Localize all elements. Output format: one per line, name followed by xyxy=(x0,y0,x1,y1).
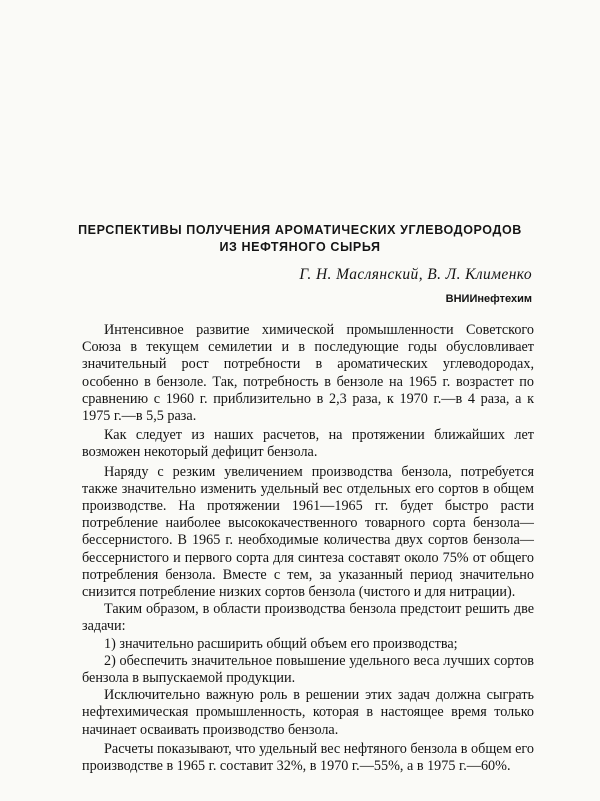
list-item: 1) значительно расширить общий объем его производства; xyxy=(104,635,458,652)
article-body xyxy=(82,322,534,775)
paragraph: Наряду с резким увеличением производства бензола, потребуется также значительно изменить удельный вес отдельных его сортов в общем производстве. На протяжении 1961—1965 гг. будет быстро расти потребление наиболее высококачественного товарного сорта бензола—бессернистого. В 1965 г. необходимые количества двух сортов бензола—бессернистого и первого сорта для синтеза составят около 75% от общего потребления бензола. Вместе с тем, за указанный период значительно снизится потребление низких сортов бензола (чистого и для нитрации). xyxy=(82,463,534,601)
title-line-2: ИЗ НЕФТЯНОГО СЫРЬЯ xyxy=(219,240,381,254)
list-item: 2) обеспечить значительное повышение удельного веса лучших сортов бензола в выпускаемой продукции. xyxy=(82,652,534,687)
paragraph: Расчеты показывают, что удельный вес нефтяного бензола в общем его производстве в 1965 г. составит 32%, в 1970 г.—55%, а в 1975 г.—60%. xyxy=(82,740,534,775)
title-line-1: ПЕРСПЕКТИВЫ ПОЛУЧЕНИЯ АРОМАТИЧЕСКИХ УГЛЕВОДОРОДОВ xyxy=(78,223,522,237)
paragraph: Интенсивное развитие химической промышленности Советского Союза в текущем семилетии и в последующие годы обусловливает значительный рост потребности в ароматических углеводородах, особенно в бензоле. Так, потребность в бензоле на 1965 г. возрастет по сравнению с 1960 г. приблизительно в 2,3 раза, к 1970 г.—в 4 раза, а к 1975 г.—в 5,5 раза. xyxy=(82,322,534,425)
article-authors: Г. Н. Маслянский, В. Л. Клименко xyxy=(299,266,532,283)
article-title xyxy=(60,222,540,256)
paragraph: Как следует из наших расчетов, на протяжении ближайших лет возможен некоторый дефицит бензола. xyxy=(82,427,534,461)
paragraph: Исключительно важную роль в решении этих задач должна сыграть нефтехимическая промышленность, которая в настоящее время только начинает осваивать производство бензола. xyxy=(82,687,534,738)
paragraph: Таким образом, в области производства бензола предстоит решить две задачи: xyxy=(82,601,534,635)
author-institute: ВНИИнефтехим xyxy=(445,293,532,305)
